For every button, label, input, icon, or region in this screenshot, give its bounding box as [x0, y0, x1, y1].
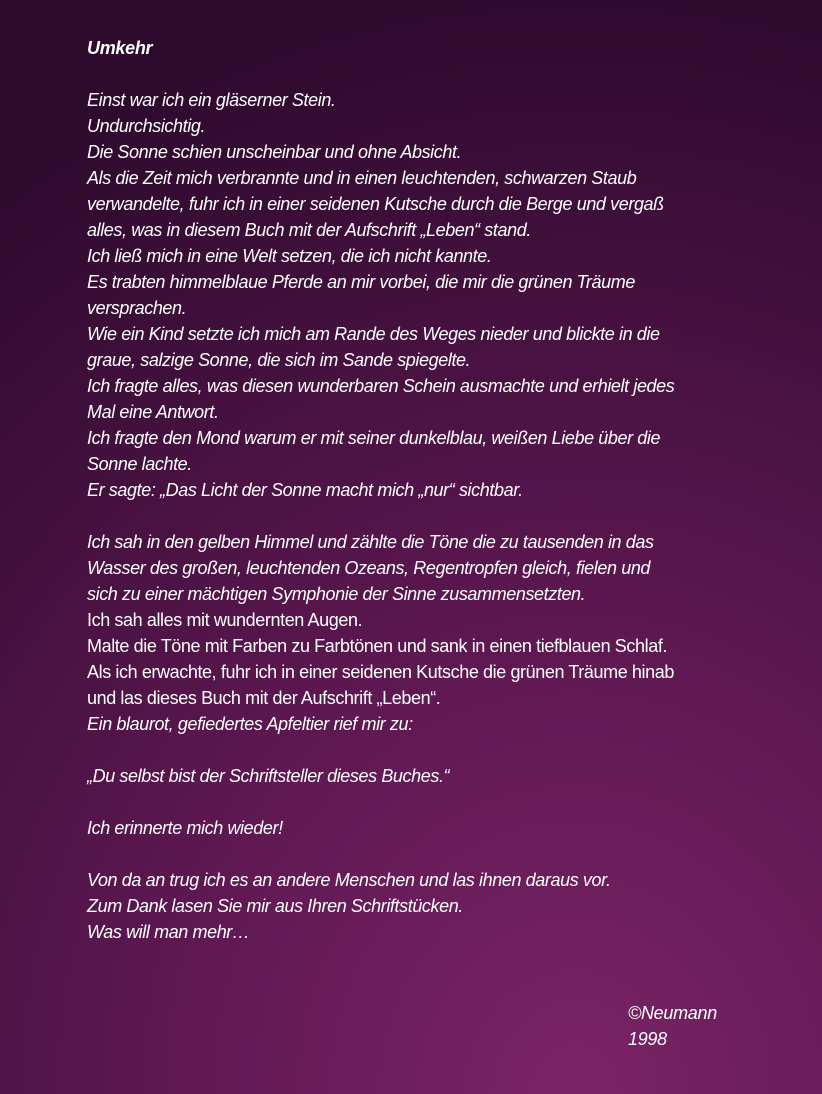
stanza-3	[87, 763, 767, 789]
poem-line: Als ich erwachte, fuhr ich in einer seidenen Kutsche die grünen Träume hinab	[87, 662, 674, 682]
poem-line: Sonne lachte.	[87, 454, 192, 474]
poem-line: Einst war ich ein gläserner Stein.	[87, 90, 336, 110]
poem-line: Er sagte: „Das Licht der Sonne macht mich „nur“ sichtbar.	[87, 480, 523, 500]
poem-line: Ein blaurot, gefiedertes Apfeltier rief mir zu:	[87, 714, 413, 734]
stanza-4	[87, 815, 767, 841]
poem-line: Als die Zeit mich verbrannte und in einen leuchtenden, schwarzen Staub	[87, 168, 637, 188]
poem-line: verwandelte, fuhr ich in einer seidenen Kutsche durch die Berge und vergaß	[87, 194, 664, 214]
poem-line: Ich sah in den gelben Himmel und zählte die Töne die zu tausenden in das	[87, 532, 654, 552]
poem-line: Die Sonne schien unscheinbar und ohne Absicht.	[87, 142, 462, 162]
poem-line: Ich ließ mich in eine Welt setzen, die ich nicht kannte.	[87, 246, 492, 266]
stanza-5	[87, 867, 767, 945]
poem-line: Zum Dank lasen Sie mir aus Ihren Schriftstücken.	[87, 896, 463, 916]
poem-line: alles, was in diesem Buch mit der Aufschrift „Leben“ stand.	[87, 220, 531, 240]
poem-container	[87, 35, 767, 945]
signature	[628, 1000, 717, 1052]
poem-line: Ich fragte den Mond warum er mit seiner dunkelblau, weißen Liebe über die	[87, 428, 661, 448]
poem-line: graue, salzige Sonne, die sich im Sande spiegelte.	[87, 350, 471, 370]
signature-year: 1998	[628, 1029, 667, 1049]
stanza-gap	[87, 737, 767, 763]
poem-line: Ich erinnerte mich wieder!	[87, 818, 283, 838]
poem-line: Ich fragte alles, was diesen wunderbaren Schein ausmachte und erhielt jedes	[87, 376, 675, 396]
stanza-gap	[87, 789, 767, 815]
signature-author: ©Neumann	[628, 1003, 717, 1023]
poem-line: Von da an trug ich es an andere Menschen und las ihnen daraus vor.	[87, 870, 611, 890]
poem-line: Mal eine Antwort.	[87, 402, 219, 422]
poem-line: Wasser des großen, leuchtenden Ozeans, Regentropfen gleich, fielen und	[87, 558, 651, 578]
poem-line: Malte die Töne mit Farben zu Farbtönen und sank in einen tiefblauen Schlaf.	[87, 636, 668, 656]
poem-line: versprachen.	[87, 298, 187, 318]
poem-line: Es trabten himmelblaue Pferde an mir vorbei, die mir die grünen Träume	[87, 272, 635, 292]
poem-line: sich zu einer mächtigen Symphonie der Sinne zusammensetzten.	[87, 584, 586, 604]
stanza-1	[87, 87, 767, 503]
poem-line: Wie ein Kind setzte ich mich am Rande des Weges nieder und blickte in die	[87, 324, 660, 344]
stanza-gap	[87, 841, 767, 867]
stanza-gap	[87, 503, 767, 529]
poem-line: Ich sah alles mit wundernten Augen.	[87, 610, 363, 630]
poem-line: Undurchsichtig.	[87, 116, 206, 136]
stanza-gap	[87, 61, 767, 87]
poem-line: Was will man mehr…	[87, 922, 250, 942]
poem-line: „Du selbst bist der Schriftsteller dieses Buches.“	[87, 766, 450, 786]
stanza-2	[87, 529, 767, 737]
poem-title: Umkehr	[87, 38, 153, 58]
poem-line: und las dieses Buch mit der Aufschrift „Leben“.	[87, 688, 441, 708]
